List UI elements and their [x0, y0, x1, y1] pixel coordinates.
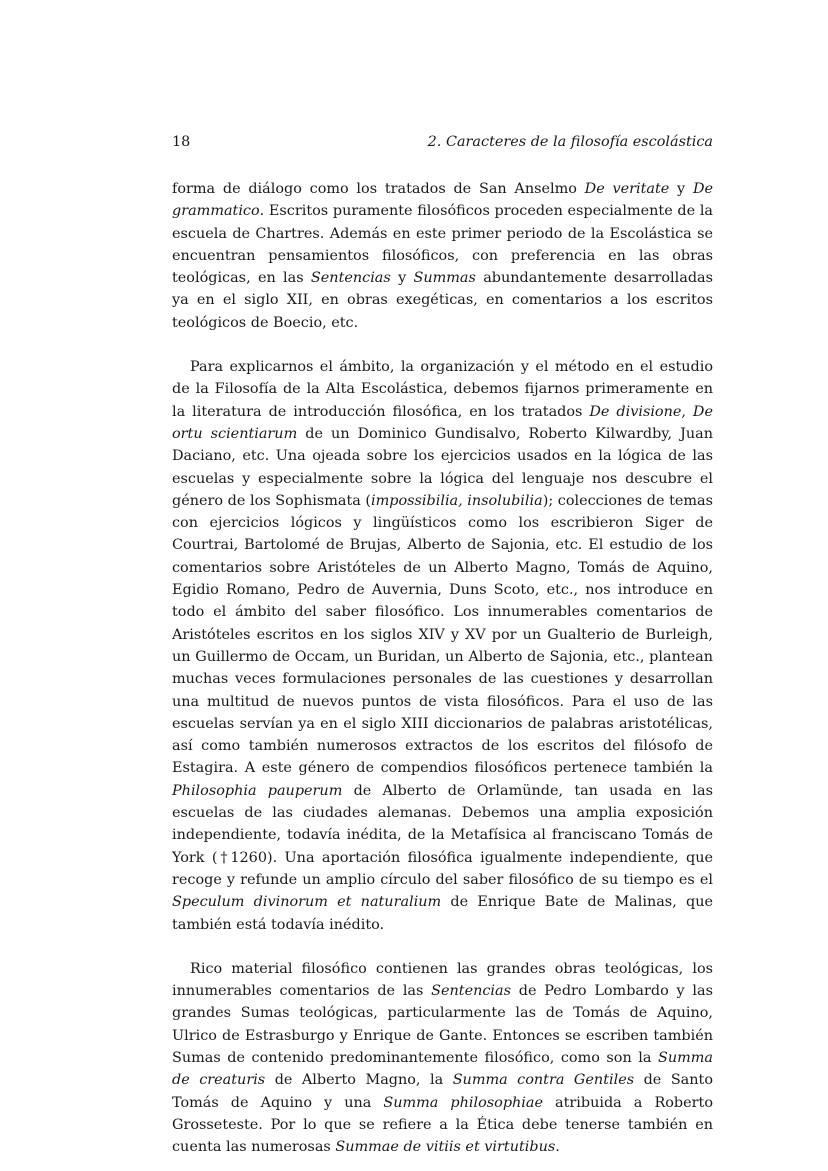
book-page	[172, 132, 713, 1158]
paragraph-2	[172, 356, 713, 936]
italic-title: Philosophia pauperum	[172, 782, 343, 799]
text-run: de Alberto Magno, la	[265, 1072, 453, 1089]
italic-title: Summas	[413, 270, 476, 287]
text-run: y	[390, 270, 414, 287]
italic-title: De ortu scientiarum	[172, 403, 713, 442]
text-run: . Escritos puramente filosóficos proceden especialmente de la escuela de Chartres. Además en este primer periodo de la Escolástica se encuentran pensamientos filosóficos, con preferencia en las obras teológicas, en las	[172, 203, 713, 287]
italic-title: Summa philosophiae	[383, 1094, 543, 1111]
italic-title: Summa de creaturis	[172, 1049, 713, 1089]
text-run: .	[555, 1139, 560, 1156]
text-run: de un Dominico Gundisalvo, Roberto Kilwardby, Juan Daciano, etc. Una ojeada sobre los ejercicios usados en la lógica de las escuelas y especialmente sobre la lógica del lenguaje nos descubre el género de los Sophismata (	[172, 425, 713, 509]
italic-title: Sentencias	[310, 270, 391, 287]
text-run: de Enrique Bate de Malinas, que también está todavía inédito.	[172, 894, 713, 933]
italic-title: Summae de vitiis et virtutibus	[335, 1139, 556, 1156]
text-run: Para explicarnos el ámbito, la organización y el método en el estudio de la Filosofía de la Alta Escolástica, debemos fijarnos primeramente en la literatura de introducción filosófica, en los tratados	[172, 359, 713, 420]
text-run: de Santo Tomás de Aquino y una	[172, 1072, 713, 1111]
italic-title: Sentencias	[431, 983, 511, 1000]
running-title: 2. Caracteres de la filosofía escolástica	[427, 134, 713, 150]
italic-title: Speculum divinorum et naturalium	[172, 894, 442, 911]
italic-title: De divisione	[589, 403, 682, 420]
italic-title: De veritate	[584, 181, 670, 197]
text-run: forma de diálogo como los tratados de San Anselmo	[172, 181, 585, 197]
page-header	[172, 132, 713, 152]
italic-title: De grammatico	[172, 181, 713, 220]
text-run: abundantemente desarrolladas ya en el siglo XII, en obras exegéticas, en comentarios a los escritos teológicos de Boecio, etc.	[172, 270, 714, 331]
text-run: de Alberto de Orlamünde, tan usada en las escuelas de las ciudades alemanas. Debemos una amplia exposición independiente, todavía inédita, de la Metafísica al franciscano Tomás de York (†1260). Una aportación filosófica igualmente independiente, que recoge y refunde un amplio círculo del saber filosófico de su tiempo es el	[172, 782, 714, 888]
page-number: 18	[172, 134, 191, 150]
italic-title: impossibilia, insolubilia	[371, 492, 543, 509]
paragraph-1	[172, 178, 713, 334]
text-run: atribuida a Roberto Grosseteste. Por lo que se refiere a la Ética debe tenerse también en cuenta las numerosas	[172, 1094, 713, 1156]
text-run: y	[669, 181, 693, 197]
text-run: ); colecciones de temas con ejercicios lógicos y lingüísticos como los escribieron Siger de Courtrai, Bartolomé de Brujas, Alberto de Sajonia, etc. El estudio de los comentarios sobre Aristóteles de un Alberto Magno, Tomás de Aquino, Egidio Romano, Pedro de Auvernia, Duns Scoto, etc., nos introduce en todo el ámbito del saber filosófico. Los innumerables comentarios de Aristóteles escritos en los siglos XIV y XV por un Gualterio de Burleigh, un Guillermo de Occam, un Buridan, un Alberto de Sajonia, etc., plantean muchas veces formulaciones personales de las cuestiones y desarrollan una multitud de nuevos puntos de vista filosóficos. Para el uso de las escuelas servían ya en el siglo XIII diccionarios de palabras aristotélicas, así como también numerosos extractos de los escritos del filósofo de Estagira. A este género de compendios filosóficos pertenece también la	[172, 492, 713, 777]
paragraph-3	[172, 958, 713, 1159]
text-run: de Pedro Lombardo y las grandes Sumas teológicas, particularmente las de Tomás de Aquino, Ulrico de Estrasburgo y Enrique de Gante. Entonces se escriben también Sumas de contenido predominantemente filosófico, como son la	[172, 983, 713, 1066]
text-run: ,	[681, 403, 693, 420]
italic-title: Summa contra Gentiles	[452, 1072, 635, 1089]
text-run: Rico material filosófico contienen las grandes obras teológicas, los innumerables comentarios de las	[172, 960, 713, 1000]
